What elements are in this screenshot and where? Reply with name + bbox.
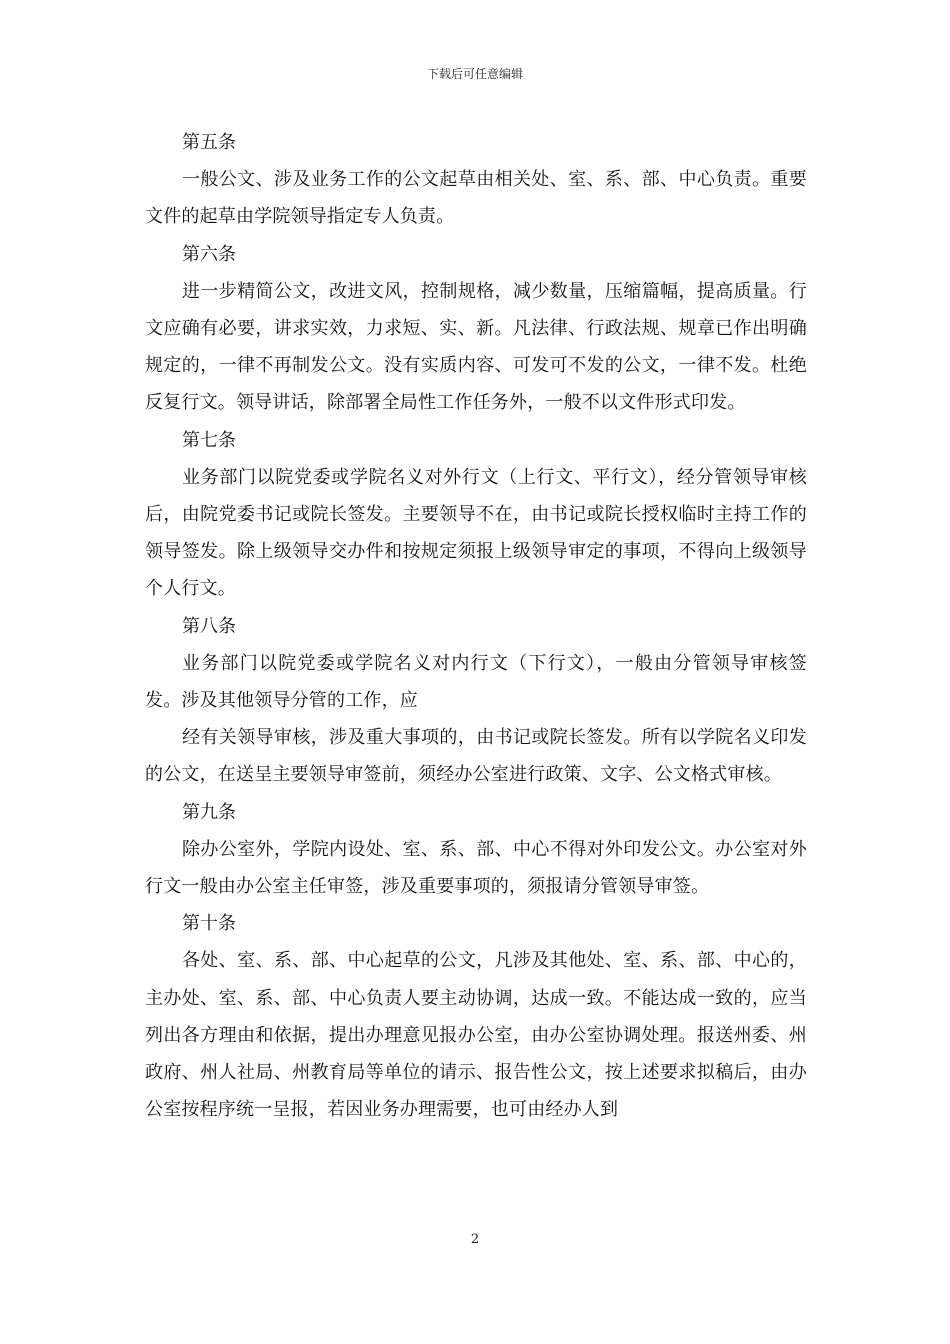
article-heading: 第十条: [182, 913, 236, 935]
document-body: [145, 124, 807, 1128]
article-paragraph: 经有关领导审核，涉及重大事项的，由书记或院长签发。所有以学院名义印发的公文，在送呈主要领导审签前，须经办公室进行政策、文字、公文格式审核。: [145, 727, 807, 786]
article-heading: 第九条: [182, 801, 236, 823]
article-paragraph: 除办公室外，学院内设处、室、系、部、中心不得对外印发公文。办公室对外行文一般由办公室主任审签，涉及重要事项的，须报请分管领导审签。: [145, 838, 807, 898]
article-6: [145, 236, 807, 422]
article-paragraph: 一般公文、涉及业务工作的公文起草由相关处、室、系、部、中心负责。重要文件的起草由学院领导指定专人负责。: [145, 169, 807, 228]
page-header: 下载后可任意编辑: [426, 67, 523, 81]
article-heading: 第七条: [182, 429, 236, 451]
article-paragraph: 进一步精简公文，改进文风，控制规格，减少数量，压缩篇幅，提高质量。行文应确有必要，讲求实效，力求短、实、新。凡法律、行政法规、规章已作出明确规定的，一律不再制发公文。没有实质内容、可发可不发的公文，一律不发。杜绝反复行文。领导讲话，除部署全局性工作任务外，一般不以文件形式印发。: [145, 280, 807, 414]
article-9: [145, 794, 807, 906]
article-8: [145, 608, 807, 794]
article-paragraph: 各处、室、系、部、中心起草的公文，凡涉及其他处、室、系、部、中心的，主办处、室、系、部、中心负责人要主动协调，达成一致。不能达成一致的，应当列出各方理由和依据，提出办理意见报办公室，由办公室协调处理。报送州委、州政府、州人社局、州教育局等单位的请示、报告性公文，按上述要求拟稿后，由办公室按程序统一呈报，若因业务办理需要，也可由经办人到: [145, 950, 807, 1121]
article-heading: 第五条: [182, 132, 236, 153]
article-5: [145, 124, 807, 236]
page-number: 2: [470, 1232, 480, 1247]
article-10: [145, 905, 807, 1128]
article-heading: 第六条: [182, 243, 236, 265]
article-paragraph: 业务部门以院党委或学院名义对外行文（上行文、平行文），经分管领导审核后，由院党委书记或院长签发。主要领导不在，由书记或院长授权临时主持工作的领导签发。除上级领导交办件和按规定须报上级领导审定的事项，不得向上级领导个人行文。: [145, 466, 807, 600]
article-heading: 第八条: [182, 615, 236, 637]
article-paragraph: 业务部门以院党委或学院名义对内行文（下行文），一般由分管领导审核签发。涉及其他领导分管的工作，应: [145, 652, 807, 712]
article-7: [145, 422, 807, 608]
